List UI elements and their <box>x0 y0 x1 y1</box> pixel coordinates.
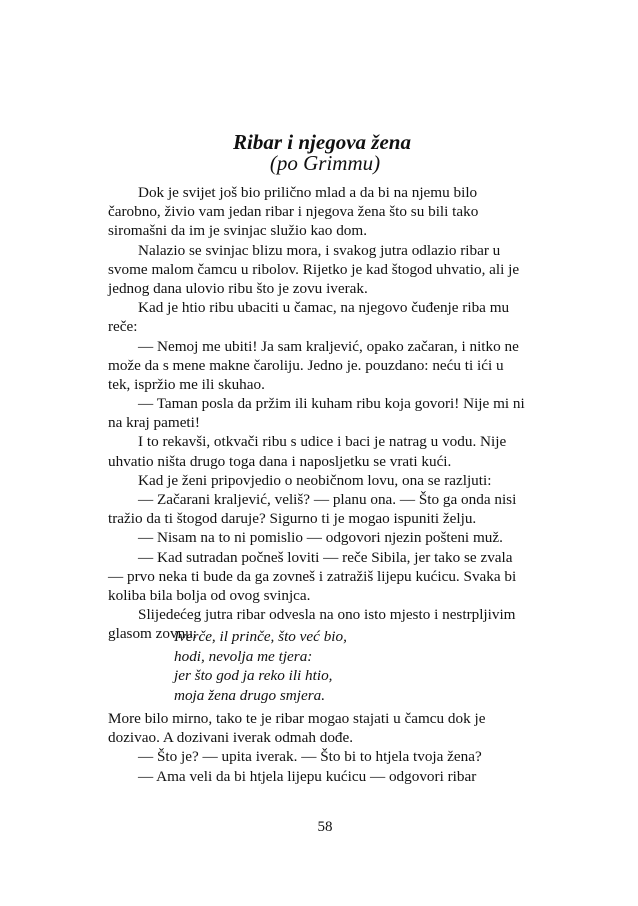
text-line: — Što je? — upita iverak. — Što bi to htjela tvoja žena? <box>138 748 482 766</box>
text-line: — Nisam na to ni pomislio — odgovori njezin pošteni muž. <box>138 529 503 547</box>
text-line: jednog dana ulovio ribu što je zovu iverak. <box>108 279 368 297</box>
page-number: 58 <box>317 819 333 835</box>
text-line: tražio da ti štogod daruje? Sigurno ti je mogao ispuniti želju. <box>108 510 477 528</box>
poem-line: jer što god ja reko ili htio, <box>174 667 333 685</box>
text-line: — Ama veli da bi htjela lijepu kućicu — odgovori ribar <box>138 767 477 785</box>
text-line: Slijedećeg jutra ribar odvesla na ono isto mjesto i nestrpljivim <box>138 606 516 624</box>
text-line: — Nemoj me ubiti! Ja sam kraljević, opako začaran, i nitko ne <box>138 337 519 355</box>
text-line: reče: <box>108 318 138 336</box>
text-line: na kraj pameti! <box>108 414 200 432</box>
poem-verse <box>174 627 494 705</box>
text-line: siromašni da im je svinjac služio kao dom. <box>108 222 367 240</box>
text-line: uhvatio ništa drugo toga dana i naposljetku se vrati kući. <box>108 452 452 470</box>
text-line: Kad je ženi pripovjedio o neobičnom lovu, ona se razljuti: <box>138 471 492 489</box>
story-body <box>108 183 536 644</box>
text-line: čarobno, živio vam jedan ribar i njegova žena što su bili tako <box>108 203 479 221</box>
text-line: dozivao. A dozivani iverak odmah dođe. <box>108 729 354 747</box>
text-line: More bilo mirno, tako te je ribar mogao stajati u čamcu dok je <box>108 710 486 727</box>
text-line: — Začarani kraljević, veliš? — planu ona. — Što ga onda nisi <box>138 491 517 508</box>
poem-line: hodi, nevolja me tjera: <box>174 647 313 665</box>
story-subtitle: (po Grimmu) <box>269 151 381 175</box>
text-line: glasom zovnu: <box>108 625 198 643</box>
text-line: tek, ispržio me ili skuhao. <box>108 375 265 393</box>
story-title: Ribar i njegova žena <box>233 130 411 154</box>
story-body-continued <box>108 709 536 786</box>
text-line: — prvo neka ti bude da ga zovneš i zatražiš lijepu kućicu. Svaka bi <box>108 567 517 585</box>
text-line: Nalazio se svinjac blizu mora, i svakog jutra odlazio ribar u <box>138 241 501 259</box>
text-line: može da s mene makne čaroliju. Jedno je. pouzdano: neću ti ići u <box>108 356 504 374</box>
text-line: — Taman posla da pržim ili kuham ribu koja govori! Nije mi ni <box>138 395 525 413</box>
poem-line: moja žena drugo smjera. <box>174 686 326 704</box>
text-line: koliba bila bolja od ovog svinjca. <box>108 586 311 604</box>
text-line: — Kad sutradan počneš loviti — reče Sibila, jer tako se zvala <box>138 548 513 566</box>
text-line: Kad je htio ribu ubaciti u čamac, na njegovo čuđenje riba mu <box>138 299 510 317</box>
poem-line: Iverče, il prinče, što već bio, <box>174 628 347 645</box>
text-line: I to rekavši, otkvači ribu s udice i baci je natrag u vodu. Nije <box>138 433 507 451</box>
text-line: svome malom čamcu u ribolov. Rijetko je kad štogod uhvatio, ali je <box>108 260 520 278</box>
text-line: Dok je svijet još bio prilično mlad a da bi na njemu bilo <box>138 184 478 201</box>
